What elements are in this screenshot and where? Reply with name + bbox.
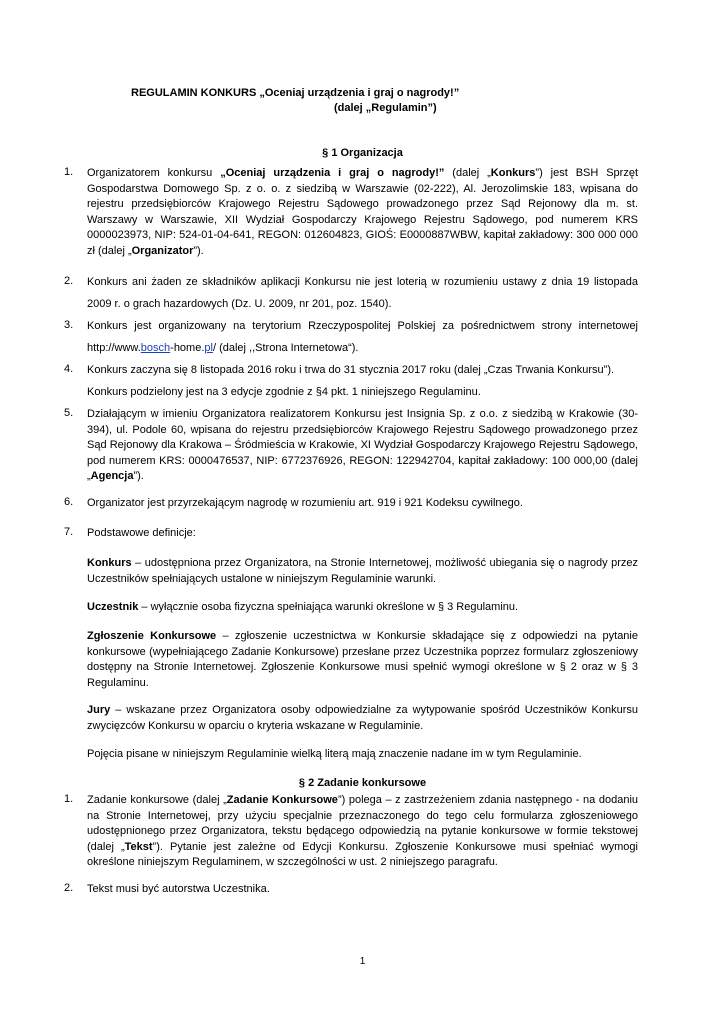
document-title: REGULAMIN KONKURS „Oceniaj urządzenia i graj o nagrody!”	[131, 87, 460, 99]
s2-item-1-number: 1.	[64, 793, 74, 805]
item-5-number: 5.	[64, 407, 74, 419]
definition-jury: Jury – wskazane przez Organizatora osoby odpowiedzialne za wytypowanie spośród Uczestników Konkursu zwycięzców Konkursu w oparciu o kryteria wskazane w Regulaminie.	[87, 704, 638, 732]
item-4-text: Konkurs zaczyna się 8 listopada 2016 roku i trwa do 31 stycznia 2017 roku (dalej „Czas Trwania Konkursu”). Konkurs podzielony jest na 3 edycje zgodnie z §4 pkt. 1 niniejszego Regulaminu.	[87, 364, 615, 398]
item-3-number: 3.	[64, 319, 74, 331]
item-7-text: Podstawowe definicje:	[87, 527, 196, 539]
pl-link[interactable]: pl	[204, 342, 213, 354]
s2-item-2-number: 2.	[64, 882, 74, 894]
item-1-number: 1.	[64, 166, 74, 178]
page-number: 1	[359, 956, 366, 967]
definition-uczestnik: Uczestnik – wyłącznie osoba fizyczna spełniająca warunki określone w § 3 Regulaminu.	[87, 601, 519, 613]
section-2-heading: § 2 Zadanie konkursowe	[298, 777, 427, 789]
bosch-link[interactable]: bosch	[140, 342, 171, 354]
s2-item-1-text: Zadanie konkursowe (dalej „Zadanie Konkursowe”) polega – z zastrzeżeniem zdania następnego - na dodaniu na Stronie Internetowej, przy użyciu specjalnie przeznaczonego do tego celu formularza zgłoszeniowego udostępnionego przez Organizatora, tekstu będącego odpowiedzią na pytanie konkursowe w formie tekstowej (dalej „Tekst”). Pytanie jest zależne od Edycji Konkursu. Zgłoszenie Konkursowe musi spełniać wymogi określone niniejszym Regulaminem, w szczególności w ust. 2 niniejszego paragrafu.	[87, 794, 639, 868]
item-7-number: 7.	[64, 526, 74, 538]
item-5-text: Działającym w imieniu Organizatora realizatorem Konkursu jest Insignia Sp. z o.o. z siedzibą w Krakowie (30-394), ul. Podole 60, wpisana do rejestru przedsiębiorców Krajowego Rejestru Sądowego prowadzonego przez Sąd Rejonowy dla Krakowa – Śródmieścia w Krakowie, XI Wydział Gospodarczy Krajowego Rejestru Sądowego, pod numerem KRS: 0000476537, NIP: 6772376926, REGON: 122942704, kapitał zakładowy: 100 000,00 (dalej „Agencja”).	[87, 408, 638, 482]
item-2-number: 2.	[64, 275, 74, 287]
item-2-text: Konkurs ani żaden ze składników aplikacji Konkursu nie jest loterią w rozumieniu ustawy z dnia 19 listopada 2009 r. o grach hazardowych (Dz. U. 2009, nr 201, poz. 1540).	[87, 276, 638, 310]
s2-item-2-text: Tekst musi być autorstwa Uczestnika.	[87, 883, 270, 895]
document-subtitle: (dalej „Regulamin”)	[334, 102, 437, 114]
definition-konkurs: Konkurs – udostępniona przez Organizatora, na Stronie Internetowej, możliwość ubiegania się o nagrody przez Uczestników spełniających ustalone w niniejszym Regulaminie warunki.	[87, 557, 638, 585]
definition-zgloszenie: Zgłoszenie Konkursowe – zgłoszenie uczestnictwa w Konkursie składające się z odpowiedzi na pytanie konkursowe (wypełniającego Zadanie Konkursowe) przesłane przez Uczestnika poprzez formularz zgłoszeniowy dostępny na Stronie Internetowej. Zgłoszenie Konkursowe musi spełnić wymogi określone w § 2 oraz w § 3 Regulaminu.	[87, 630, 638, 689]
item-3-text: Konkurs jest organizowany na terytorium Rzeczypospolitej Polskiej za pośrednictwem strony internetowej http://www.bosch-home.pl/ (dalej ,,Strona Internetowa“).	[87, 315, 638, 359]
website-url: http://www.bosch-home.pl/ (dalej ,,Strona Internetowa“).	[87, 342, 359, 354]
section-1-heading: § 1 Organizacja	[322, 147, 403, 159]
item-1-text: Organizatorem konkursu „Oceniaj urządzenia i graj o nagrody!” (dalej „Konkurs”) jest BSH Sprzęt Gospodarstwa Domowego Sp. z o. o. z siedzibą w Warszawie (02-222), Al. Jerozolimskie 183, wpisana do rejestru przedsiębiorców Krajowego Rejestru Sądowego prowadzonego przez Sąd Rejonowy dla m. st. Warszawy w Warszawie, XII Wydział Gospodarczy Krajowego Rejestru Sądowego, pod numerem KRS 0000023973, NIP: 524-01-04-641, REGON: 012604823, GIOŚ: E0000887WBW, kapitał zakładowy: 300 000 000 zł (dalej „Organizator”).	[87, 167, 639, 257]
definitions-note: Pojęcia pisane w niniejszym Regulaminie wielką literą mają znaczenie nadane im w tym Regulaminie.	[87, 748, 582, 760]
item-6-text: Organizator jest przyrzekającym nagrodę w rozumieniu art. 919 i 921 Kodeksu cywilnego.	[87, 497, 523, 509]
item-4-number: 4.	[64, 363, 74, 375]
item-6-number: 6.	[64, 496, 74, 508]
